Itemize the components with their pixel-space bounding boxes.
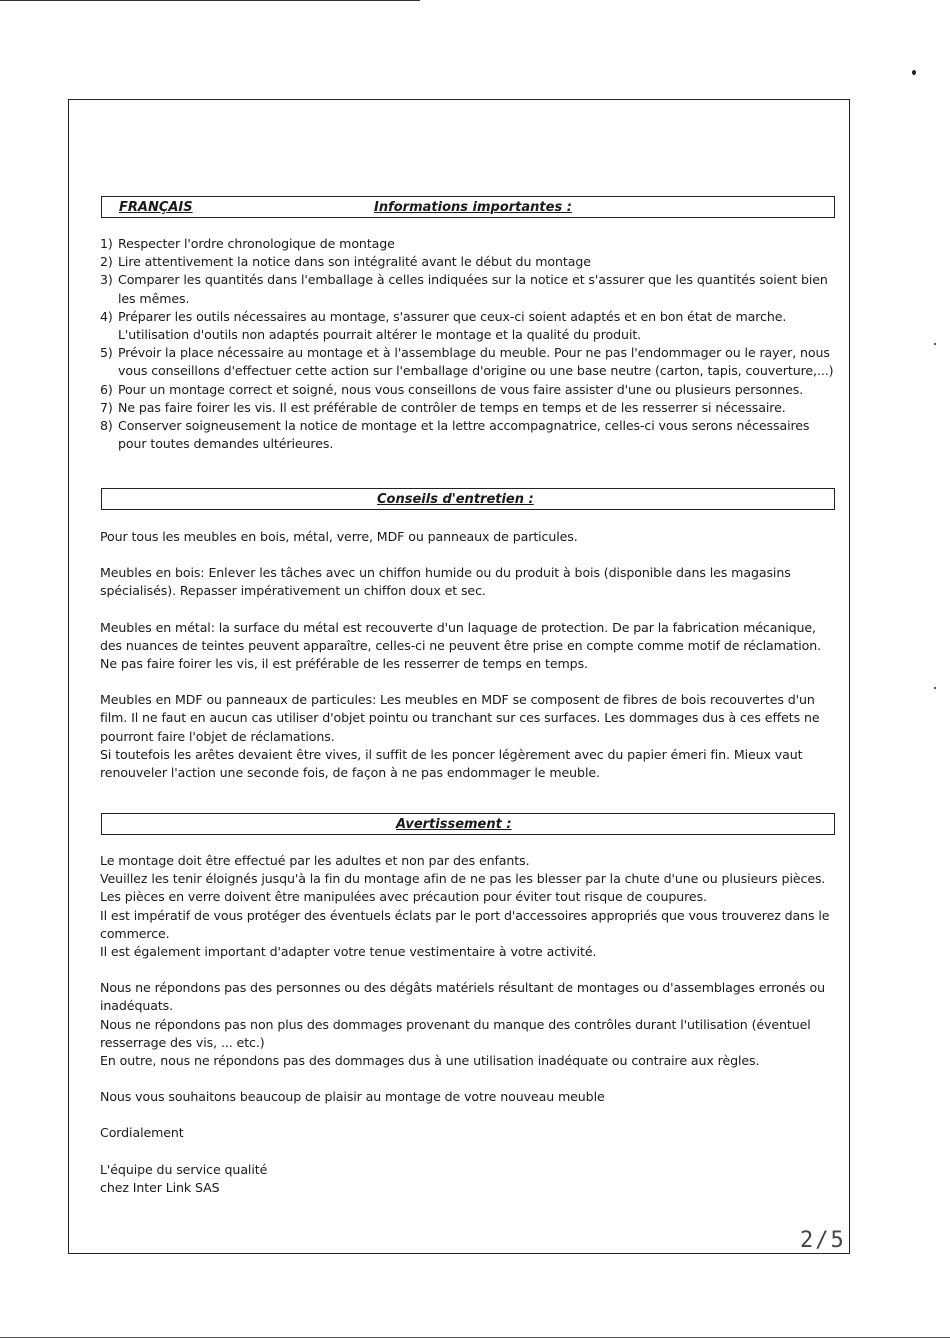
section-header-care (101, 488, 835, 510)
rules-list (100, 235, 835, 453)
warning-block (100, 852, 835, 1197)
warning-line: Nous ne répondons pas des personnes ou des dégâts matériels résultant de montages ou d'assemblages erronés ou inadéquats. (100, 980, 825, 1014)
care-metal: Meubles en métal: la surface du métal est recouverte d'un laquage de protection. De par la fabrication mécanique, des nuances de teintes peuvent apparaître, celles-ci ne peuvent être prise en compte comme motif de réclamation. Ne pas faire foirer les vis, il est préférable de les resserrer de temps en temps. (100, 619, 822, 672)
section-title-care: Conseils d'entretien : (377, 492, 534, 507)
list-item: 2) Lire attentivement la notice dans son intégralité avant le début du montage (100, 254, 591, 270)
signature-company: chez Inter Link SAS (100, 1179, 220, 1195)
closing-greeting: Cordialement (100, 1125, 184, 1141)
list-item: 3) Comparer les quantités dans l'emballage à celles indiquées sur la notice et s'assurer que les quantités soient bien les mêmes. (100, 272, 828, 306)
warning-line: Il est impératif de vous protéger des éventuels éclats par le port d'accessoires appropriés que vous trouverez dans le commerce. (100, 907, 830, 941)
page-number: 2/5 (800, 1228, 846, 1253)
care-wood: Meubles en bois: Enlever les tâches avec un chiffon humide ou du produit à bois (disponible dans les magasins spécialisés). Repasser impérativement un chiffon doux et sec. (100, 565, 791, 599)
section-title-warning: Avertissement : (396, 817, 512, 832)
care-edges: Si toutefois les arêtes devaient être vives, il suffit de les poncer légèrement avec du papier émeri fin. Mieux vaut renouveler l'action une seconde fois, de façon à ne pas endommager le meuble. (100, 746, 803, 781)
signature-team: L'équipe du service qualité (100, 1161, 268, 1177)
list-item: 7) Ne pas faire foirer les vis. Il est préférable de contrôler de temps en temps et de les resserrer si nécessaire. (100, 399, 786, 415)
care-mdf: Meubles en MDF ou panneaux de particules: Les meubles en MDF se composent de fibres de bois recouvertes d'un film. Il ne faut en aucun cas utiliser d'objet pointu ou tranchant sur ces surfaces. Les dommages dus à ces effets ne pourront faire l'objet de réclamations. (100, 692, 820, 744)
warning-line: En outre, nous ne répondons pas des dommages dus à une utilisation inadéquate ou contraire aux règles. (100, 1053, 760, 1069)
list-item: 1) Respecter l'ordre chronologique de montage (100, 236, 395, 251)
section-header-warning (101, 813, 835, 835)
scan-speck (934, 343, 936, 345)
scan-speck (934, 687, 936, 689)
list-item: 4) Préparer les outils nécessaires au montage, s'assurer que ceux-ci soient adaptés et en bon état de marche. L'utilisation d'outils non adaptés pourrait altérer le montage et la qualité du produit. (100, 308, 787, 343)
language-label: FRANÇAIS (119, 200, 193, 215)
list-item: 8) Conserver soigneusement la notice de montage et la lettre accompagnatrice, celles-ci vous serons nécessaires pour toutes demandes ultérieures. (100, 418, 810, 452)
rules-list-block (100, 235, 835, 453)
warning-line: Les pièces en verre doivent être manipulées avec précaution pour éviter tout risque de coupures. (100, 889, 707, 905)
care-intro: Pour tous les meubles en bois, métal, verre, MDF ou panneaux de particules. (100, 529, 578, 544)
list-item: 5) Prévoir la place nécessaire au montage et à l'assemblage du meuble. Pour ne pas l'endommager ou le rayer, nous vous conseillons d'effectuer cette action sur l'emballage d'origine ou une base neutre (carton, tapis, couverture,...) (100, 345, 834, 379)
care-block (100, 528, 835, 782)
warning-line: Veuillez les tenir éloignés jusqu'à la fin du montage afin de ne pas les blesser par la chute d'une ou plusieurs pièces. (100, 871, 826, 887)
list-item: 6) Pour un montage correct et soigné, nous vous conseillons de vous faire assister d'une ou plusieurs personnes. (100, 381, 804, 397)
closing-wish: Nous vous souhaitons beaucoup de plaisir au montage de votre nouveau meuble (100, 1089, 605, 1105)
warning-line: Nous ne répondons pas non plus des dommages provenant du manque des contrôles durant l'utilisation (éventuel resserrage des vis, ... etc.) (100, 1016, 811, 1050)
warning-line: Il est également important d'adapter votre tenue vestimentaire à votre activité. (100, 944, 597, 960)
scan-edge-top (0, 0, 420, 1)
warning-line: Le montage doit être effectué par les adultes et non par des enfants. (100, 853, 530, 868)
section-title-important: Informations importantes : (374, 200, 572, 215)
section-header-important (101, 196, 835, 218)
scan-speck (912, 70, 916, 75)
